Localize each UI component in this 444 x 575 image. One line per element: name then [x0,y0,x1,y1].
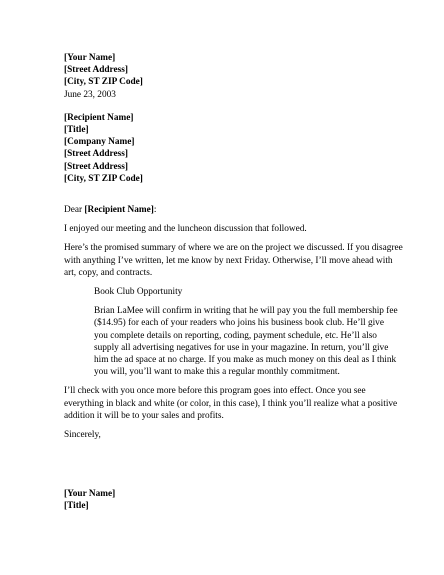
salutation [64,204,404,216]
body-paragraph-4: I’ll check with you once more before this program goes into effect. Once you see everything in black and white (or color, in this case), I think you’ll realize what a positive addition it will be to your sales and profits. [64,386,398,421]
body-paragraph-1: I enjoyed our meeting and the luncheon discussion that followed. [64,224,307,235]
letter-page [64,52,404,513]
sender-name: [Your Name] [64,53,116,63]
recipient-company: [Company Name] [64,137,135,148]
recipient-street-2: [Street Address] [64,161,128,172]
valediction: Sincerely, [64,430,101,441]
sender-block [64,52,404,101]
salutation-prefix: Dear [64,205,85,216]
recipient-street-1: [Street Address] [64,149,128,160]
sender-street: [Street Address] [64,65,128,76]
recipient-name: [Recipient Name] [64,112,134,123]
salutation-name: [Recipient Name] [84,205,154,216]
body-paragraph-2: Here’s the promised summary of where we are on the project we discussed. If you disagree with anything I’ve written, let me know by next Friday. Otherwise, I’ll move ahead with art, copy, and contracts. [64,243,403,278]
recipient-city: [City, ST ZIP Code] [64,173,143,184]
recipient-title: [Title] [64,125,89,136]
signature-title: [Title] [64,501,89,512]
signature-block [64,488,404,512]
letter-date: June 23, 2003 [64,89,116,100]
body-paragraph-3: Brian LaMee will confirm in writing that he will pay you the full membership fee ($14.95) for each of your readers who joins his business book club. He’ll give you complete details on reporting, coding, payment schedule, etc. He’ll also supply all advertising negatives for use in your magazine. In return, you’ll give him the ad space at no charge. If you make as much money on this deal as I think you will, you’ll want to make this a regular monthly commitment. [94,306,398,378]
recipient-block [64,112,404,185]
salutation-suffix: : [153,205,157,216]
subheading: Book Club Opportunity [94,287,183,298]
sender-city: [City, ST ZIP Code] [64,77,143,88]
signature-name: [Your Name] [64,489,116,500]
